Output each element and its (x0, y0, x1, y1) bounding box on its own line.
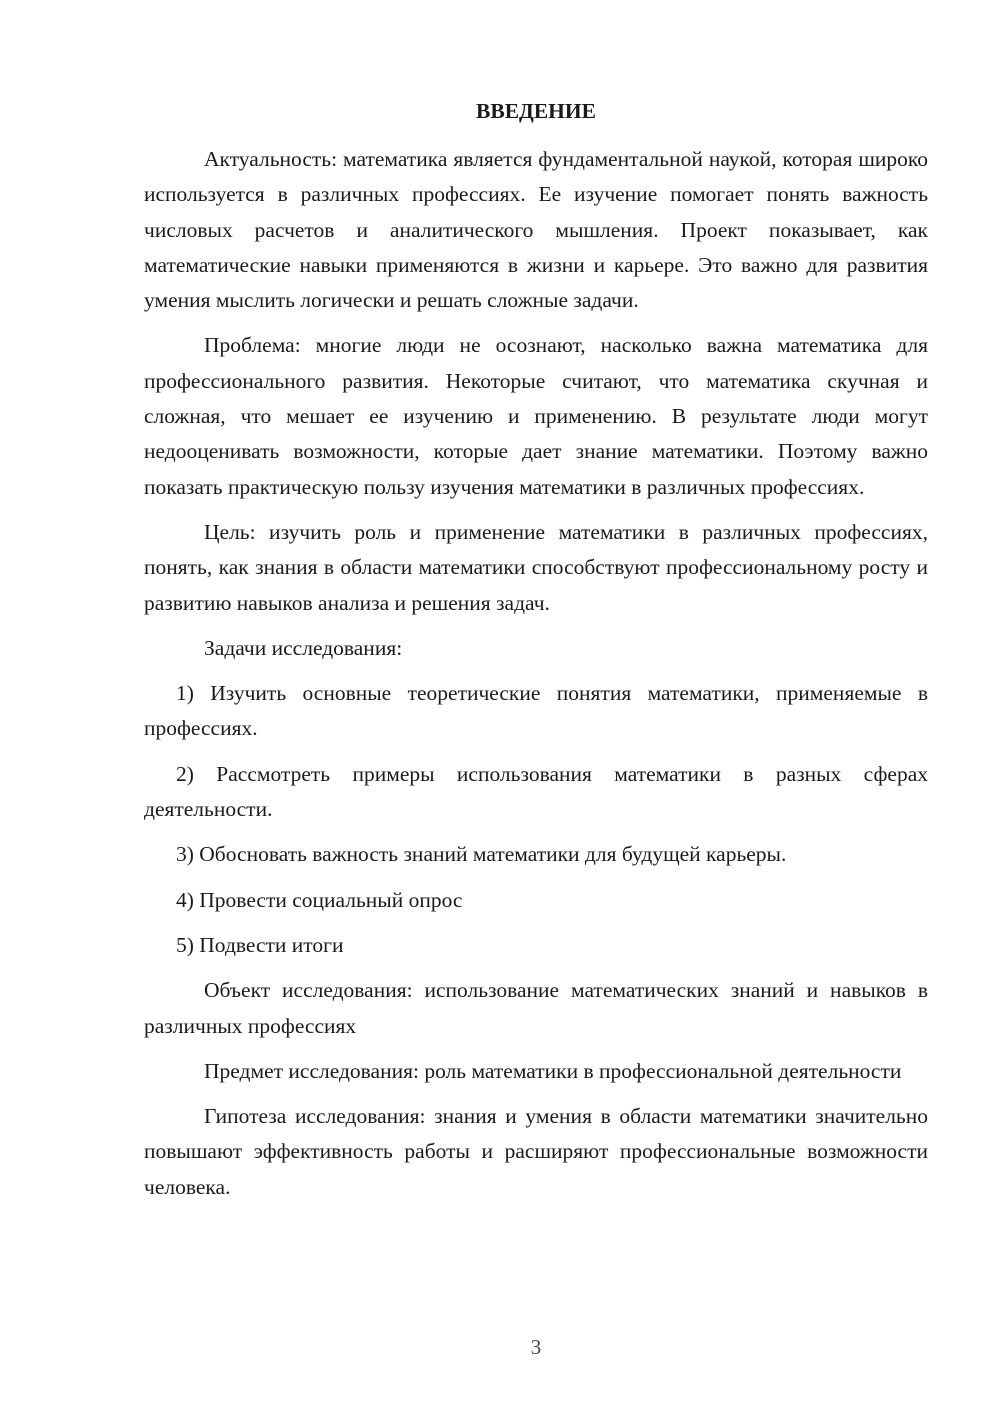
paragraph-relevance: Актуальность: математика является фундаментальной наукой, которая широко используется в различных профессиях. Ее изучение помогает понять важность числовых расчетов и аналитического мышления. Проект показывает, как математические навыки применяются в жизни и карьере. Это важно для развития умения мыслить логически и решать сложные задачи. (144, 147, 928, 313)
task-item-1: 1) Изучить основные теоретические понятия математики, применяемые в профессиях. (144, 681, 928, 741)
paragraph-object: Объект исследования: использование математических знаний и навыков в различных профессиях (144, 978, 928, 1038)
task-item-4: 4) Провести социальный опрос (176, 887, 463, 912)
task-item-3: 3) Обосновать важность знаний математики для будущей карьеры. (176, 842, 787, 867)
paragraph-subject: Предмет исследования: роль математики в профессиональной деятельности (204, 1058, 902, 1083)
page-number: 3 (530, 1335, 542, 1359)
paragraph-hypothesis: Гипотеза исследования: знания и умения в области математики значительно повышают эффективность работы и расширяют профессиональные возможности человека. (144, 1104, 928, 1199)
section-title: ВВЕДЕНИЕ (476, 99, 596, 123)
paragraph-problem: Проблема: многие люди не осознают, насколько важна математика для профессионального развития. Некоторые считают, что математика скучная и сложная, что мешает ее изучению и применению. В результате люди могут недооценивать возможности, которые дает знание математики. Поэтому важно показать практическую пользу изучения математики в различных профессиях. (144, 333, 928, 499)
tasks-heading: Задачи исследования: (204, 635, 403, 660)
paragraph-goal: Цель: изучить роль и применение математики в различных профессиях, понять, как знания в области математики способствуют профессиональному росту и развитию навыков анализа и решения задач. (144, 519, 928, 615)
task-item-2: 2) Рассмотреть примеры использования математики в разных сферах деятельности. (144, 761, 928, 822)
body-text (144, 142, 928, 1215)
task-item-5: 5) Подвести итоги (176, 932, 344, 957)
